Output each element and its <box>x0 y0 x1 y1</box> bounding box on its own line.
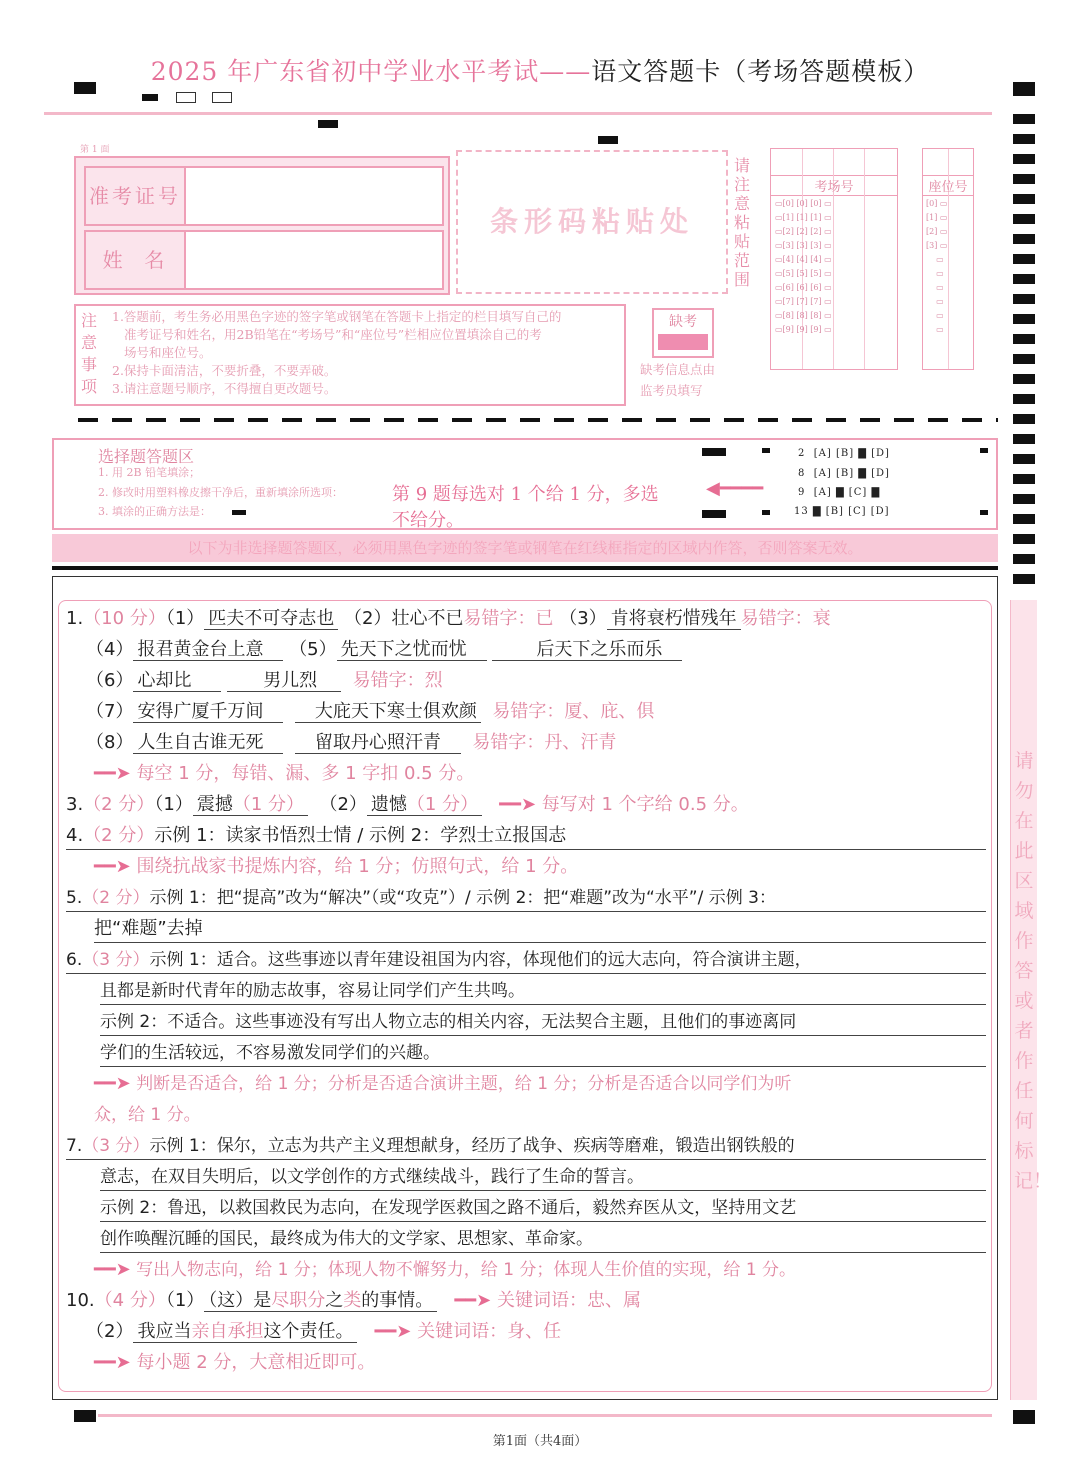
answer-text[interactable]: 遗憾 <box>370 794 407 815</box>
barcode-side-note: 请注意粘贴范围 <box>733 156 750 289</box>
choice-row-number: 13 <box>794 506 809 517</box>
page-footer: 第1面（共4面） <box>492 1434 588 1449</box>
seat-number-grid <box>922 148 974 370</box>
notice-item: 准考证号和姓名，用2B铅笔在“考场号”和“座位号”栏相应位置填涂自己的考 <box>124 327 542 342</box>
choice-row[interactable] <box>794 506 890 517</box>
choice-heading: 选择题答题区 <box>98 447 195 466</box>
side-warning-text: 请勿在此区域作答或者作任何标记！ <box>1014 750 1053 1192</box>
choice-area <box>52 438 998 530</box>
arrow-icon: ━━➤ <box>94 1352 131 1373</box>
answer-text[interactable]: 示例 1：保尔，立志为共产主义理想献身，经历了战争、疾病等磨难，锻造出钢铁般的 <box>149 1136 795 1156</box>
arrow-icon: ━━➤ <box>454 1290 492 1311</box>
answer-text[interactable]: 示例 1：读家书悟烈士情 / 示例 2：学烈士立报国志 <box>154 825 567 846</box>
absent-label: 缺考 <box>669 314 697 330</box>
answer-text[interactable]: 示例 2：不适合。这些事迹没有写出人物立志的相关内容，无法契合主题，且他们的事迹离同 <box>100 1012 797 1032</box>
answer-text[interactable]: 壮心不已 <box>391 608 464 629</box>
answer-text[interactable]: 后天下之乐而乐 <box>492 639 682 661</box>
barcode-label: 条形码粘贴处 <box>489 205 694 238</box>
answer-text[interactable]: 且都是新时代青年的励志故事，容易让同学们产生共鸣。 <box>100 981 525 1001</box>
answer-text[interactable]: 安得广厦千万间 <box>133 701 283 723</box>
choice-row-number: 8 <box>798 468 806 479</box>
choice-row-options: [A] [B] ▇ [D] <box>813 448 890 459</box>
arrow-icon: ━━➤ <box>499 794 537 815</box>
answer-text[interactable]: 肯将衰朽惜残年 <box>607 608 741 630</box>
arrow-icon: ━━➤ <box>94 856 131 877</box>
timing-mark <box>318 120 338 128</box>
absent-note: 监考员填写 <box>640 383 703 398</box>
answer-text[interactable]: 匹夫不可夺志也 <box>204 608 338 630</box>
arrow-icon: ◀━━━━ <box>706 478 764 499</box>
choice-note: 不给分。 <box>392 510 464 531</box>
answer-text[interactable]: 示例 2：鲁迅，以救国救民为志向，在发现学医救国之路不通后，毅然弃医从文，坚持用文艺 <box>100 1198 797 1218</box>
footer-divider <box>98 1414 992 1417</box>
notice-item: 3.请注意题号顺序，不得擅自更改题号。 <box>112 381 337 396</box>
choice-row-options: [A] ▇ [C] ▇ <box>813 487 881 498</box>
side-warning-panel <box>1010 600 1053 1400</box>
blank-mark <box>212 92 232 103</box>
room-bubbles[interactable]: ▭[0] [0] [0] ▭ ▭[1] [1] [1] ▭ ▭[2] [2] [2] ▭ ▭[3] [3] [3] ▭ ▭[4] [4] [4] ▭ ▭[5] [5] [5] ▭ ▭[6] [6] [6] ▭ ▭[7] [7] [7] ▭ ▭[8] [8] [8] ▭ ▭[9] [9] [9] ▭ <box>775 199 832 334</box>
choice-row[interactable] <box>798 448 890 459</box>
timing-mark <box>598 136 618 144</box>
choice-rule: 2. 修改时用塑料橡皮擦干净后，重新填涂所选项： <box>98 486 343 499</box>
name-label: 姓 名 <box>86 232 186 288</box>
name-row <box>84 230 444 290</box>
answer-text[interactable]: 创作唤醒沉睡的国民，最终成为伟大的文学家、思想家、革命家。 <box>100 1229 593 1249</box>
seat-label: 座位号 <box>928 180 968 195</box>
fill-example <box>232 510 246 515</box>
notice-item: 2.保持卡面清洁，不要折叠，不要弄破。 <box>112 363 337 378</box>
arrow-icon: ━━➤ <box>94 763 131 784</box>
title-pink: 2025 年广东省初中学业水平考试—— <box>150 57 592 86</box>
room-label: 考场号 <box>814 180 854 195</box>
arrow-icon: ━━➤ <box>94 1073 131 1094</box>
room-number-grid <box>770 148 898 370</box>
absent-note: 缺考信息点由 <box>640 362 716 377</box>
answer-text[interactable]: 留取丹心照汗青 <box>295 732 461 754</box>
exam-id-field[interactable] <box>186 168 442 224</box>
blank-mark <box>176 92 196 103</box>
answer-text[interactable]: 我应当 <box>137 1321 192 1342</box>
page-title <box>0 52 1080 88</box>
thick-divider <box>52 566 998 570</box>
exam-id-row <box>84 166 444 226</box>
title-black: 语文答题卡（考场答题模板） <box>591 57 930 86</box>
choice-rule: 3. 填涂的正确方法是： <box>98 505 211 518</box>
choice-row-options: ▇ [B] [C] [D] <box>812 506 890 517</box>
answer-text[interactable]: 男儿烈 <box>227 670 341 692</box>
page-label: 第 1 面 <box>80 145 110 155</box>
absent-box <box>652 308 714 358</box>
choice-rule: 1. 用 2B 铅笔填涂； <box>98 466 201 479</box>
answer-text[interactable]: 示例 1：适合。这些事迹以青年建设祖国为内容，体现他们的远大志向，符合演讲主题， <box>149 950 812 970</box>
choice-row-options: [A] [B] ▇ [D] <box>813 468 890 479</box>
arrow-icon: ━━➤ <box>94 1259 131 1280</box>
choice-row[interactable] <box>798 487 880 498</box>
answer-text[interactable]: 示例 1：把“提高”改为“解决”（或“攻克”）/ 示例 2：把“难题”改为“水平”/ 示例 3： <box>149 888 776 908</box>
header-divider <box>44 112 992 115</box>
answer-text[interactable]: 报君黄金台上意 <box>133 639 283 661</box>
exam-id-label: 准考证号 <box>86 168 186 224</box>
answer-text[interactable]: 先天下之忧而忧 <box>337 639 487 661</box>
answer-text[interactable]: 大庇天下寒士俱欢颜 <box>295 701 481 723</box>
answer-text[interactable]: 人生自古谁无死 <box>133 732 283 754</box>
timing-mark <box>142 94 158 101</box>
answer-text[interactable]: 心却比 <box>133 670 221 692</box>
notice-heading: 注意事项 <box>80 311 97 396</box>
choice-row-number: 9 <box>798 487 806 498</box>
arrow-icon: ━━➤ <box>374 1321 412 1342</box>
identity-box <box>74 156 450 295</box>
timing-mark <box>74 82 96 94</box>
answer-text[interactable]: 把“难题”去掉 <box>94 918 203 939</box>
dashed-separator <box>78 418 998 422</box>
barcode-area <box>456 150 728 294</box>
name-field[interactable] <box>186 232 442 288</box>
answer-text[interactable]: 意志，在双目失明后，以文学创作的方式继续战斗，践行了生命的誓言。 <box>100 1167 644 1187</box>
notice-box <box>74 304 626 406</box>
choice-row-number: 2 <box>798 448 806 459</box>
timing-mark <box>74 1410 96 1422</box>
choice-row[interactable] <box>798 468 890 479</box>
instruction-banner: 以下为非选择题答题区，必须用黑色字迹的签字笔或钢笔在红线框指定的区域内作答，否则答案无效。 <box>52 534 998 562</box>
notice-item: 1.答题前，考生务必用黑色字迹的签字笔或钢笔在答题卡上指定的栏目填写自己的 <box>112 309 562 324</box>
answer-text[interactable]: （这）是 <box>208 1290 272 1311</box>
answer-text[interactable]: 学们的生活较远，不容易激发同学们的兴趣。 <box>100 1043 440 1063</box>
absent-bubble[interactable] <box>658 334 708 350</box>
notice-item: 场号和座位号。 <box>124 345 212 360</box>
seat-bubbles[interactable]: [0] ▭ [1] ▭ [2] ▭ [3] ▭ ▭ ▭ ▭ ▭ ▭ ▭ <box>926 199 948 334</box>
answer-text[interactable]: 震撼 <box>196 794 233 815</box>
choice-note: 第 9 题每选对 1 个给 1 分，多选 <box>392 484 659 505</box>
